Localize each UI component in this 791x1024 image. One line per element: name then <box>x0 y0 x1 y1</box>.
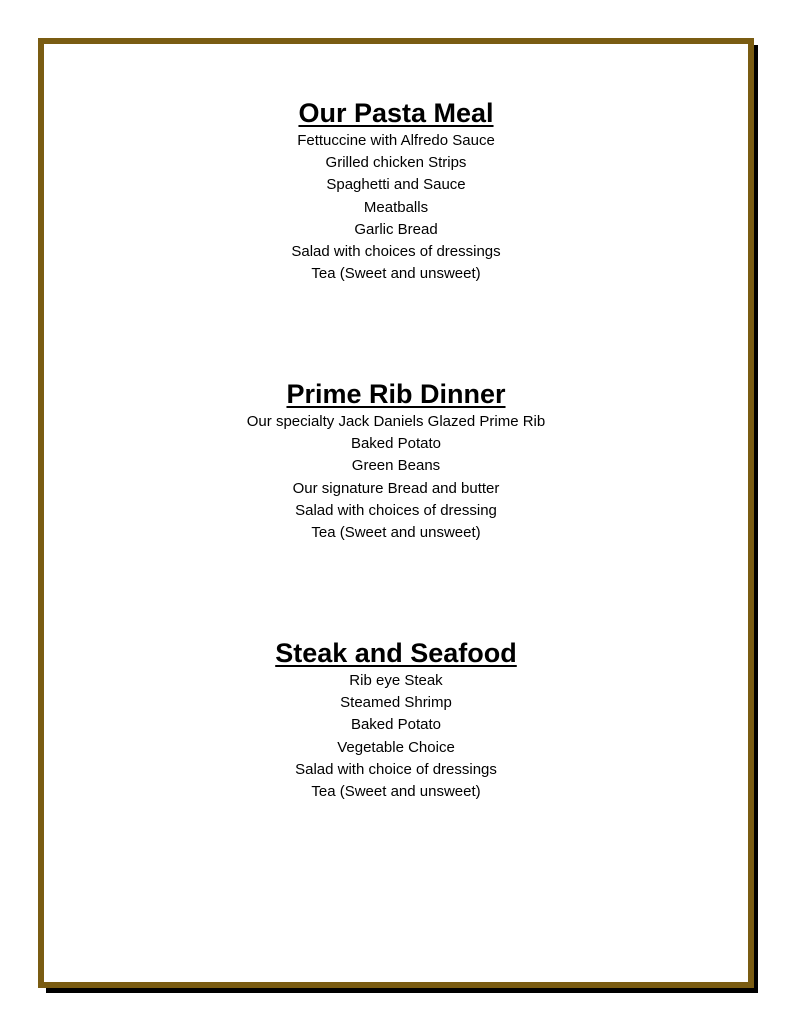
menu-item: Salad with choice of dressings <box>295 760 497 778</box>
menu-item: Garlic Bread <box>354 220 438 238</box>
menu-item: Green Beans <box>351 457 441 475</box>
menu-item: Tea (Sweet and unsweet) <box>311 265 481 283</box>
section-title: Prime Rib Dinner <box>286 379 506 409</box>
section-title: Steak and Seafood <box>275 638 517 668</box>
menu-item: Steamed Shrimp <box>340 694 452 712</box>
menu-section-steak-seafood <box>44 636 748 803</box>
menu-item: Meatballs <box>363 198 429 216</box>
menu-page <box>38 38 754 988</box>
menu-item: Vegetable Choice <box>337 738 455 756</box>
menu-item: Tea (Sweet and unsweet) <box>311 783 481 801</box>
menu-item: Our specialty Jack Daniels Glazed Prime Rib <box>246 413 546 430</box>
menu-section-prime-rib <box>44 377 748 544</box>
menu-item: Baked Potato <box>350 435 442 453</box>
menu-item: Baked Potato <box>350 716 442 734</box>
section-title: Our Pasta Meal <box>298 98 494 128</box>
menu-item: Salad with choices of dressing <box>295 501 497 519</box>
menu-item-list <box>44 130 748 285</box>
menu-item: Our signature Bread and butter <box>292 479 500 497</box>
menu-item: Tea (Sweet and unsweet) <box>311 524 481 542</box>
menu-item: Grilled chicken Strips <box>325 154 467 172</box>
menu-item: Rib eye Steak <box>349 672 443 689</box>
menu-item: Fettuccine with Alfredo Sauce <box>297 132 495 149</box>
menu-item: Salad with choices of dressings <box>291 243 501 261</box>
menu-item: Spaghetti and Sauce <box>326 176 466 194</box>
menu-section-pasta <box>44 96 748 285</box>
menu-item-list <box>44 411 748 544</box>
menu-item-list <box>44 670 748 803</box>
